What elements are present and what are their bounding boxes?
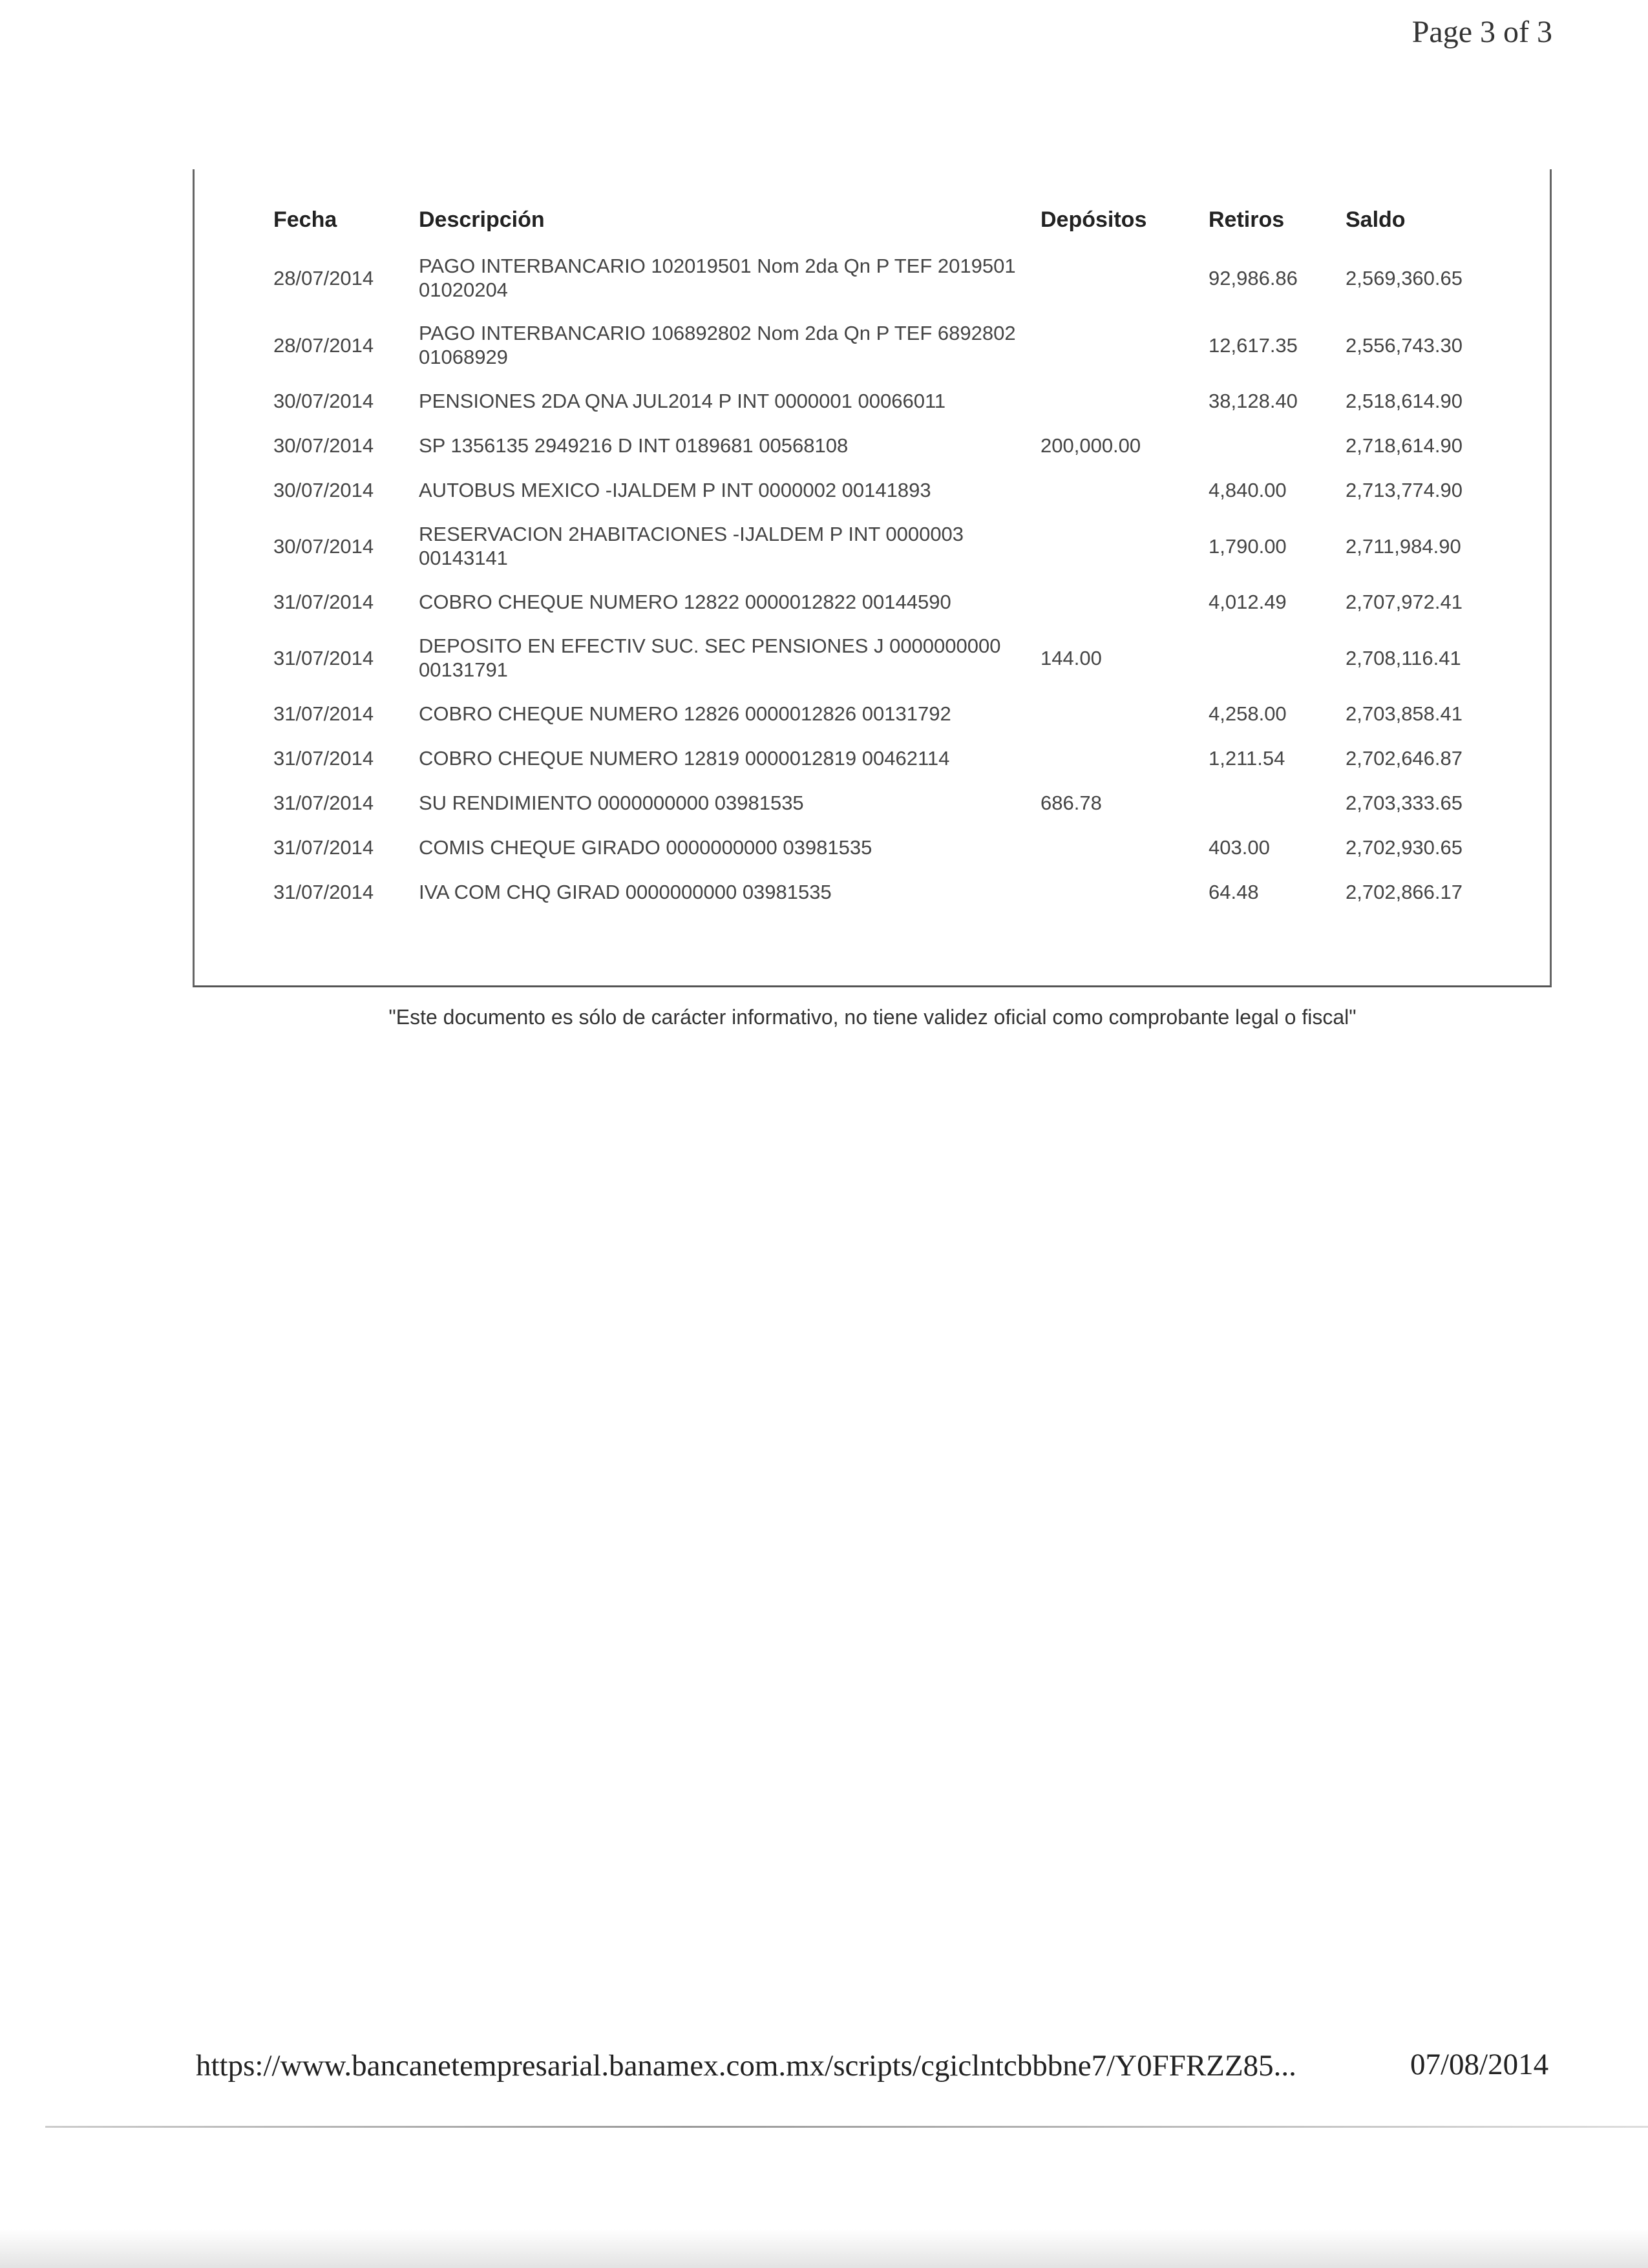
cell-depositos bbox=[1041, 736, 1209, 781]
cell-fecha: 30/07/2014 bbox=[273, 390, 374, 412]
header-fecha: Fecha bbox=[273, 207, 337, 232]
cell-retiros: 4,840.00 bbox=[1209, 479, 1287, 501]
cell-depositos: 200,000.00 bbox=[1041, 434, 1141, 457]
cell-depositos bbox=[1041, 379, 1209, 423]
cell-descripcion: COBRO CHEQUE NUMERO 12822 0000012822 00144590 bbox=[419, 591, 951, 613]
table-row bbox=[273, 244, 1540, 311]
cell-depositos bbox=[1041, 311, 1209, 379]
cell-fecha: 31/07/2014 bbox=[273, 591, 374, 613]
cell-saldo: 2,569,360.65 bbox=[1346, 266, 1463, 289]
cell-saldo: 2,556,743.30 bbox=[1346, 333, 1463, 357]
footer-url: https://www.bancanetempresarial.banamex.com.mx/scripts/cgiclntcbbbne7/Y0FFRZZ85... bbox=[196, 2049, 1296, 2083]
table-row bbox=[273, 691, 1540, 736]
table-row bbox=[273, 311, 1540, 379]
header-saldo: Saldo bbox=[1346, 207, 1406, 232]
footer-date: 07/08/2014 bbox=[1410, 2048, 1549, 2081]
cell-saldo: 2,713,774.90 bbox=[1346, 479, 1463, 501]
cell-fecha: 30/07/2014 bbox=[273, 434, 374, 457]
cell-descripcion: SP 1356135 2949216 D INT 0189681 00568108 bbox=[419, 434, 849, 457]
header-depositos: Depósitos bbox=[1041, 207, 1147, 232]
table-row bbox=[273, 580, 1540, 624]
cell-depositos bbox=[1041, 512, 1209, 580]
cell-fecha: 31/07/2014 bbox=[273, 702, 374, 725]
cell-retiros: 4,012.49 bbox=[1209, 591, 1287, 613]
cell-depositos: 144.00 bbox=[1041, 646, 1102, 669]
header-descripcion: Descripción bbox=[419, 207, 545, 232]
cell-fecha: 31/07/2014 bbox=[273, 792, 374, 814]
cell-fecha: 30/07/2014 bbox=[273, 534, 374, 558]
cell-fecha: 28/07/2014 bbox=[273, 333, 374, 357]
scan-artifact-line bbox=[45, 2126, 1648, 2128]
cell-saldo: 2,518,614.90 bbox=[1346, 390, 1463, 412]
statement-table-box bbox=[193, 169, 1552, 987]
header-retiros: Retiros bbox=[1209, 207, 1285, 232]
cell-descripcion: AUTOBUS MEXICO -IJALDEM P INT 0000002 00141893 bbox=[419, 479, 931, 501]
cell-retiros: 92,986.86 bbox=[1209, 266, 1298, 289]
table-row bbox=[273, 825, 1540, 870]
cell-saldo: 2,702,930.65 bbox=[1346, 836, 1463, 859]
page-number: Page 3 of 3 bbox=[1411, 15, 1552, 49]
cell-descripcion: SU RENDIMIENTO 0000000000 03981535 bbox=[419, 792, 804, 814]
cell-fecha: 31/07/2014 bbox=[273, 747, 374, 770]
cell-depositos bbox=[1041, 580, 1209, 624]
cell-saldo: 2,702,646.87 bbox=[1346, 747, 1463, 770]
table-row bbox=[273, 468, 1540, 512]
cell-fecha: 31/07/2014 bbox=[273, 646, 374, 669]
table-row bbox=[273, 512, 1540, 580]
disclaimer-text: "Este documento es sólo de carácter informativo, no tiene validez oficial como comprobante legal o fiscal" bbox=[388, 1005, 1357, 1029]
cell-descripcion: PAGO INTERBANCARIO 102019501 Nom 2da Qn P TEF 2019501 01020204 bbox=[419, 255, 1016, 301]
cell-retiros bbox=[1209, 423, 1346, 468]
table-row bbox=[273, 870, 1540, 914]
cell-fecha: 30/07/2014 bbox=[273, 479, 374, 501]
cell-saldo: 2,703,858.41 bbox=[1346, 702, 1463, 725]
cell-descripcion: DEPOSITO EN EFECTIV SUC. SEC PENSIONES J 0000000000 00131791 bbox=[419, 635, 1001, 681]
scan-artifact-shadow bbox=[0, 2229, 1648, 2268]
cell-descripcion: PENSIONES 2DA QNA JUL2014 P INT 0000001 00066011 bbox=[419, 390, 946, 412]
cell-descripcion: IVA COM CHQ GIRAD 0000000000 03981535 bbox=[419, 881, 832, 903]
cell-fecha: 31/07/2014 bbox=[273, 836, 374, 859]
cell-retiros bbox=[1209, 781, 1346, 825]
cell-fecha: 31/07/2014 bbox=[273, 881, 374, 903]
table-header-row bbox=[273, 195, 1540, 244]
cell-retiros: 403.00 bbox=[1209, 836, 1270, 859]
cell-retiros: 38,128.40 bbox=[1209, 390, 1298, 412]
cell-depositos bbox=[1041, 691, 1209, 736]
cell-saldo: 2,711,984.90 bbox=[1346, 534, 1461, 558]
cell-descripcion: COBRO CHEQUE NUMERO 12826 0000012826 00131792 bbox=[419, 702, 951, 725]
cell-depositos: 686.78 bbox=[1041, 792, 1102, 814]
cell-saldo: 2,718,614.90 bbox=[1346, 434, 1463, 457]
cell-fecha: 28/07/2014 bbox=[273, 266, 374, 289]
cell-saldo: 2,702,866.17 bbox=[1346, 881, 1463, 903]
cell-saldo: 2,708,116.41 bbox=[1346, 646, 1461, 669]
cell-saldo: 2,703,333.65 bbox=[1346, 792, 1463, 814]
cell-depositos bbox=[1041, 468, 1209, 512]
table-row bbox=[273, 379, 1540, 423]
cell-descripcion: COMIS CHEQUE GIRADO 0000000000 03981535 bbox=[419, 836, 872, 859]
cell-retiros bbox=[1209, 624, 1346, 691]
table-row bbox=[273, 423, 1540, 468]
table-row bbox=[273, 781, 1540, 825]
transactions-table bbox=[273, 195, 1540, 914]
cell-retiros: 4,258.00 bbox=[1209, 702, 1287, 725]
table-row bbox=[273, 624, 1540, 691]
cell-retiros: 1,790.00 bbox=[1209, 534, 1287, 558]
cell-depositos bbox=[1041, 825, 1209, 870]
cell-retiros: 64.48 bbox=[1209, 881, 1259, 903]
cell-saldo: 2,707,972.41 bbox=[1346, 591, 1463, 613]
cell-descripcion: COBRO CHEQUE NUMERO 12819 0000012819 00462114 bbox=[419, 747, 950, 770]
cell-depositos bbox=[1041, 870, 1209, 914]
cell-retiros: 1,211.54 bbox=[1209, 747, 1285, 770]
cell-retiros: 12,617.35 bbox=[1209, 333, 1298, 357]
table-row bbox=[273, 736, 1540, 781]
cell-descripcion: PAGO INTERBANCARIO 106892802 Nom 2da Qn P TEF 6892802 01068929 bbox=[419, 322, 1016, 368]
cell-depositos bbox=[1041, 244, 1209, 311]
cell-descripcion: RESERVACION 2HABITACIONES -IJALDEM P INT 0000003 00143141 bbox=[419, 523, 964, 569]
